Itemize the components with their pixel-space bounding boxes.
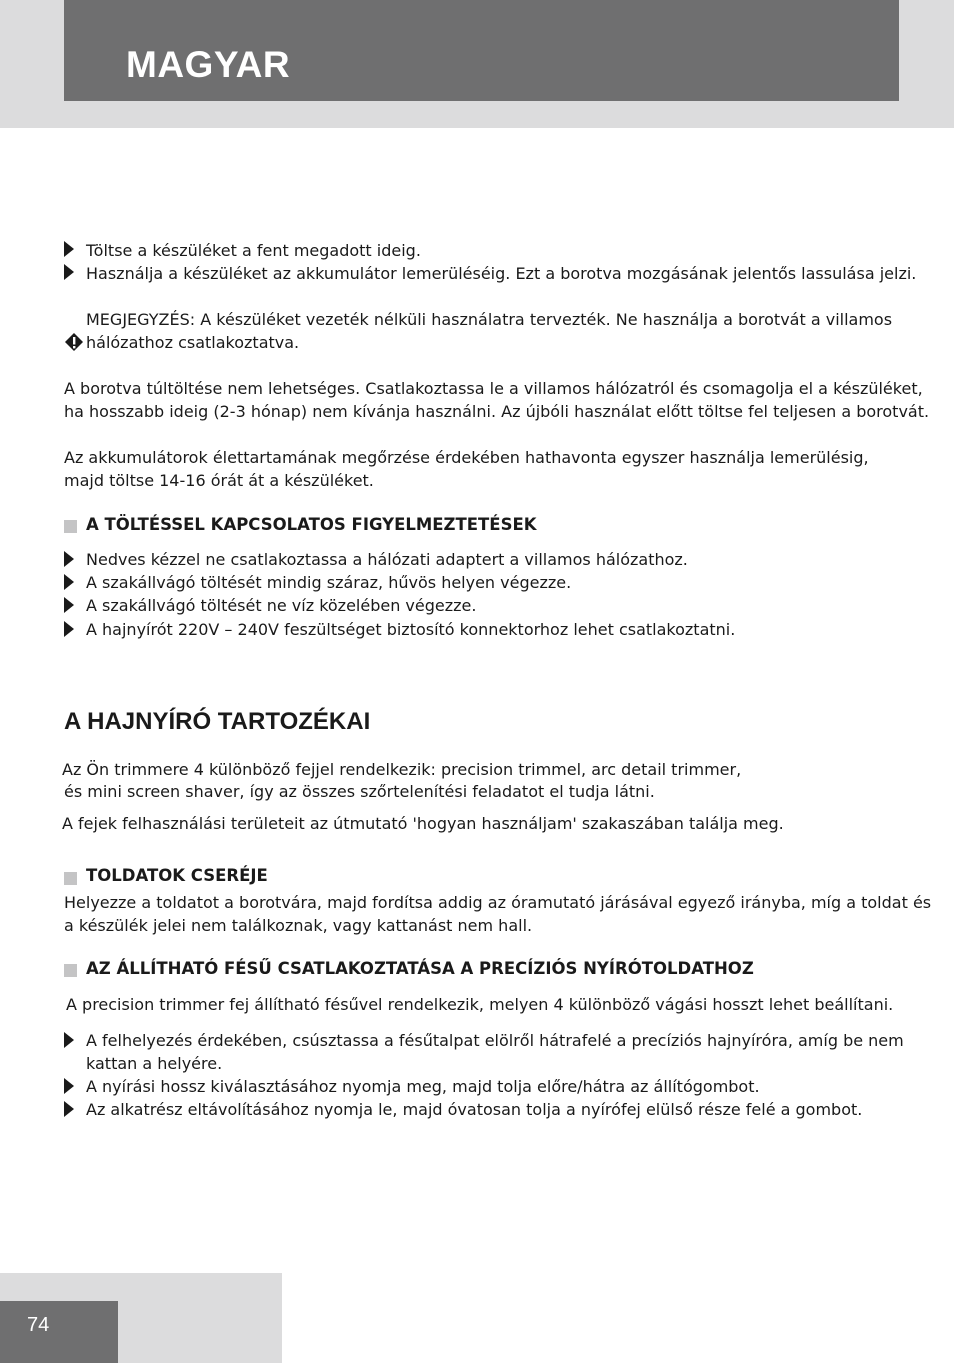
warning-bullet-2: A szakállvágó töltését mindig száraz, hűvös helyen végezze. [86, 573, 572, 592]
warning-bullet-1: Nedves kézzel ne csatlakoztassa a hálózati adaptert a villamos hálózathoz. [86, 550, 688, 569]
bullet-icon [64, 551, 74, 567]
overcharge-para-line-1: A borotva túltöltése nem lehetséges. Csatlakoztassa le a villamos hálózatról és csomagolja el a készüléket, [64, 379, 923, 398]
overcharge-para-line-2: ha hosszabb ideig (2-3 hónap) nem kívánja használni. Az újbóli használat előtt töltse fel teljesen a borotvát. [64, 402, 930, 421]
comb-bullet-1-line-1: A felhelyezés érdekében, csúsztassa a fésűtalpat elölről hátrafelé a precíziós hajnyíróra, amíg be nem [86, 1031, 904, 1050]
page-number-box [0, 1301, 118, 1363]
bullet-icon [64, 621, 74, 637]
charging-bullet-1: Töltse a készüléket a fent megadott ideig. [86, 241, 421, 260]
warning-icon [64, 332, 84, 352]
section-marker-icon [64, 520, 77, 533]
section-marker-icon [64, 872, 77, 885]
attachments-line-2: a készülék jelei nem találkoznak, vagy kattanást nem hall. [64, 916, 533, 935]
note-line-2: hálózathoz csatlakoztatva. [86, 333, 300, 352]
bullet-icon [64, 264, 74, 280]
accessories-intro-line-2: és mini screen shaver, így az összes szőrtelenítési feladatot el tudja látni. [64, 782, 655, 801]
charging-bullet-2: Használja a készüléket az akkumulátor lemerüléséig. Ezt a borotva mozgásának jelentős lassulása jelzi. [86, 264, 917, 283]
warnings-heading: A TÖLTÉSSEL KAPCSOLATOS FIGYELMEZTETÉSEK [86, 515, 537, 534]
comb-bullet-3: Az alkatrész eltávolításához nyomja le, majd óvatosan tolja a nyírófej elülső része felé a gombot. [86, 1100, 863, 1119]
accessories-intro-line-1: Az Ön trimmere 4 különböző fejjel rendelkezik: precision trimmel, arc detail trimmer, [62, 760, 742, 779]
bullet-icon [64, 1078, 74, 1094]
bullet-icon [64, 241, 74, 257]
bullet-icon [64, 1101, 74, 1117]
battery-para-line-2: majd töltse 14-16 órát át a készüléket. [64, 471, 374, 490]
accessories-heading: A HAJNYÍRÓ TARTOZÉKAI [64, 708, 371, 735]
section-marker-icon [64, 964, 77, 977]
attachments-heading: TOLDATOK CSERÉJE [86, 866, 268, 885]
warning-bullet-3: A szakállvágó töltését ne víz közelében végezze. [86, 596, 477, 615]
bullet-icon [64, 1032, 74, 1048]
page-number: 74 [27, 1314, 50, 1336]
page-title: MAGYAR [126, 44, 291, 85]
warning-bullet-4: A hajnyírót 220V – 240V feszültséget biztosító konnektorhoz lehet csatlakoztatni. [86, 620, 736, 639]
comb-bullet-1-line-2: kattan a helyére. [86, 1054, 223, 1073]
comb-intro: A precision trimmer fej állítható fésűvel rendelkezik, melyen 4 különböző vágási hosszt lehet beállítani. [66, 995, 894, 1014]
accessories-intro-line-3: A fejek felhasználási területeit az útmutató 'hogyan használjam' szakaszában találja meg. [62, 814, 784, 833]
battery-para-line-1: Az akkumulátorok élettartamának megőrzése érdekében hathavonta egyszer használja lemerülésig, [64, 448, 869, 467]
comb-heading: AZ ÁLLÍTHATÓ FÉSŰ CSATLAKOZTATÁSA A PRECÍZIÓS NYÍRÓTOLDATHOZ [86, 959, 754, 978]
bullet-icon [64, 597, 74, 613]
note-line-1: MEGJEGYZÉS: A készüléket vezeték nélküli használatra tervezték. Ne használja a borotvát a villamos [86, 310, 893, 329]
comb-bullet-2: A nyírási hossz kiválasztásához nyomja meg, majd tolja előre/hátra az állítógombot. [86, 1077, 760, 1096]
header-title-bar [64, 0, 899, 101]
attachments-line-1: Helyezze a toldatot a borotvára, majd fordítsa addig az óramutató járásával egyező irányba, míg a toldat és [64, 893, 932, 912]
bullet-icon [64, 574, 74, 590]
